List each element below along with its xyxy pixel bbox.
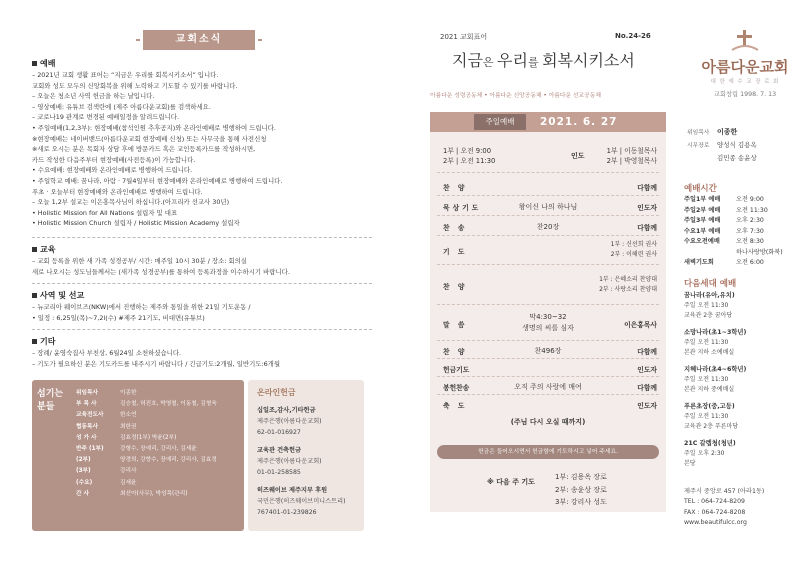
worship-times-row [437, 140, 659, 173]
order-row: 기 도 1부 : 신선희 권사 2부 : 이해련 권사 [437, 236, 659, 265]
leader-1: 1부 | 이동철목사 [606, 147, 657, 155]
offering-note: 헌금은 들어오시면서 헌금함에 기도하시고 넣어 주세요. [437, 445, 659, 459]
church-name: 아름다운교회 [701, 58, 789, 76]
server-row: (2부) 양경희, 강향수, 장예리, 강리사, 김효정 [76, 457, 217, 464]
order-row: 헌금기도 인도자 [437, 359, 659, 377]
section-heading-education: 교육 [32, 244, 55, 255]
online-giving-box [248, 380, 364, 531]
etc-news: – 장례/ 윤영숙집사 부친상, 6월24일 소천하셨습니다. – 기도가 필요하신 분은 기도카드를 내주시기 바랍니다 / 긴급기도:2개월, 일반기도:6개월 [32, 349, 280, 368]
worship-news: – 2021년 교회 생활 표어는 “지금은 우리를 회복시키소서” 입니다. 교회와 성도 모두의 신앙회복을 위해 노력하고 기도할 수 있기를 바랍니다. – 오늘은 청소년 사역 헌금을 하는 날입니다. – 영상예배: 유튜브 검색란에 (제주 아름다운교회)를 검색하세요. – 코로나19 관계로 변경된 예배일정을 알려드립니다. • 주일예배(1,2,3부): 현장예배(참석인원 추후공지)와 온라인예배로 병행하여 드립니다. ※현장예배는 네이버밴드(아름다운교회 현장예배 신청) 또는 사무국을 통해 사전신청 ※새로 오시는 분은 목회자 상담 후에 방문카드 혹은 교인등록카드를 작성하시면, 카드 작성한 다음주부터 현장예배(사전등록)이 가능합니다. • 수요예배: 현장예배와 온라인예배로 병행하여 드립니다. • 주일학교 예배: 꿈나라, 아람 · 7월4일부터 현장예배와 온라인예배로 병행하여 드립니다. 푸초 · 오늘부터 현장예배와 온라인예배로 병행하여 드립니다. – 오늘 1,2부 설교는 이은홍목사님이 하십니다.(아프리카 선교사 30년) • Holistic Mission for All Nations 설립자 및 대표 • Holistic Mission Church 설립자 / Holistic Mission Academy 설립자 [32, 71, 283, 228]
next-week-prayer-label: ※ 다음 주 기도 [487, 478, 535, 486]
giving-account: 십일조,감사,기타헌금 제주은행(아름다운교회) 62-01-016927 [257, 407, 322, 436]
issue-number: No.24-26 [615, 32, 651, 40]
server-row: 간 사 최선아(사무), 박성목(관리) [76, 490, 188, 497]
leader-label: 인도 [571, 152, 585, 160]
online-giving-title: 온라인헌금 [257, 388, 296, 397]
order-row: 말 씀 막4:30~32 생명의 씨를 심자 이은홍목사 [437, 305, 659, 341]
church-denomination: 대 한 예 수 교 장 로 회 [710, 79, 780, 85]
founded-date: 교회창립 1998. 7. 13 [713, 91, 777, 98]
server-row: 교육전도사 한소연 [76, 412, 137, 419]
motto-year-label: 2021 교회표어 [440, 33, 488, 41]
church-address: 제주시 중앙로 457 (아라1동) TEL : 064-724-8209 FAX : 064-724-8208 www.beautifulcc.org [684, 487, 764, 529]
server-row: (3부) 강리사 [76, 468, 137, 475]
closing-text: (주님 다시 오실 때까지) [510, 418, 586, 426]
service-time-2: 2부 | 오전 11:30 [443, 157, 496, 165]
order-row: 봉헌찬송 오직 주의 사랑에 매여 다함께 [437, 377, 659, 395]
cross-logo-icon [730, 28, 760, 54]
next-week-prayers: 1부: 김용옥 장로 2부: 송윤상 장로 3부: 강리사 성도 [555, 473, 607, 506]
order-row: 찬 양 다함께 [437, 176, 659, 196]
servers-box [32, 380, 244, 531]
service-times: 주일1부 예배 오전 9:00 주일2부 예배 오전 11:30 주일3부 예배 오후 2:30 수요1부 예배 오후 7:30 수요오전예배 오전 8:30 하나사랑방(화북) 새벽기도회 오전 6:00 [684, 196, 783, 266]
service-time-1: 1부 | 오전 9:00 [443, 147, 492, 155]
website-link[interactable]: www.beautifulcc.org [684, 519, 747, 527]
staff-list: 위임목사 이종한 시무장로 양성식 김용옥 김민종 송윤상 [687, 128, 757, 162]
divider [32, 237, 372, 238]
service-times-title: 예배시간 [684, 184, 717, 194]
sunday-worship-badge: 주일예배 [474, 114, 526, 130]
giving-account: 히즈웨이브 제주지부 후원 국민은행(히즈웨이브미니스트리) 767401-01-239826 [257, 487, 346, 516]
mission-news: – 뉴코리아 웨이브즈(NKW)에서 진행하는 제주와 통일을 위한 21일 기도운동 / • 일정 : 6,25일(목)~7,2l(수) #제주 21기도, 비대면(유튜브) [32, 303, 251, 322]
server-row: 성 가 사 김효정(1부) 박윤(2부) [76, 434, 177, 441]
leader-2: 2부 | 박영철목사 [606, 157, 657, 165]
group-item: 푸른초장(중,고등) 주일 오전 11:30 교육관 2층 푸른마당 [684, 403, 739, 430]
order-row: 찬 양 1부 : 은혜소리 찬양대 2부 : 사랑소리 찬양대 [437, 265, 659, 305]
order-row: 묵상기도 왕이신 나의 하나님 인도자 [437, 196, 659, 216]
next-gen-title: 다음세대 예배 [684, 279, 737, 289]
server-row: 부 목 사 김승철, 허진호, 박영철, 이동철, 김형욱 [76, 401, 217, 408]
divider [32, 283, 372, 284]
section-heading-worship: 예배 [32, 58, 55, 69]
servers-title: 섬기는 분들 [37, 389, 64, 412]
education-news: – 교회 등록을 위한 새 가족 성경공부/ 시간: 매주일 10시 30분 / 장소: 회의실 새로 나오시는 성도님들께서는 (새가족 성경공부)를 통하여 등록과정을 이수하시기 바랍니다. [32, 257, 290, 276]
order-row: 찬 송 찬20장 다함께 [437, 216, 659, 236]
giving-account: 교육관 건축헌금 제주은행(아름다운교회) 01-01-258585 [257, 447, 322, 476]
divider [32, 329, 372, 330]
group-item: 지혜나라(초4~6학년) 주일 오전 11:30 본관 지하 중예배실 [684, 366, 747, 393]
worship-date: 2021. 6. 27 [540, 116, 618, 128]
server-row: 반주 (1부) 강형수, 장예리, 강리사, 김세윤 [76, 446, 197, 453]
section-heading-mission: 사역 및 선교 [32, 290, 84, 301]
server-row: 위임목사 이종한 [76, 390, 137, 396]
group-item: 21C 갈렙청(청년) 주일 오후 2:30 본당 [684, 440, 736, 467]
motto-subtitles: 아름다운 성령공동체 • 아름다운 신앙공동체 • 아름다운 선교공동체 [430, 93, 601, 99]
order-row: 찬 양 찬496장 다함께 [437, 341, 659, 359]
news-title: 교회소식 [143, 30, 255, 50]
church-logo [700, 28, 790, 98]
server-row: (수요) 김세윤 [76, 479, 137, 486]
server-row: 협동목사 최한권 [76, 423, 137, 430]
section-heading-etc: 기타 [32, 336, 55, 347]
order-row: 축 도 인도자 [443, 402, 657, 410]
group-item: 꿈나라(유아,유치) 주일 오전 11:30 교육관 2층 꿈아당 [684, 292, 735, 319]
group-item: 소망나라(초1~3학년) 주일 오전 11:30 본관 지하 소예배실 [684, 329, 747, 356]
church-motto: 지금은 우리를 회복시키소서 [452, 51, 635, 70]
